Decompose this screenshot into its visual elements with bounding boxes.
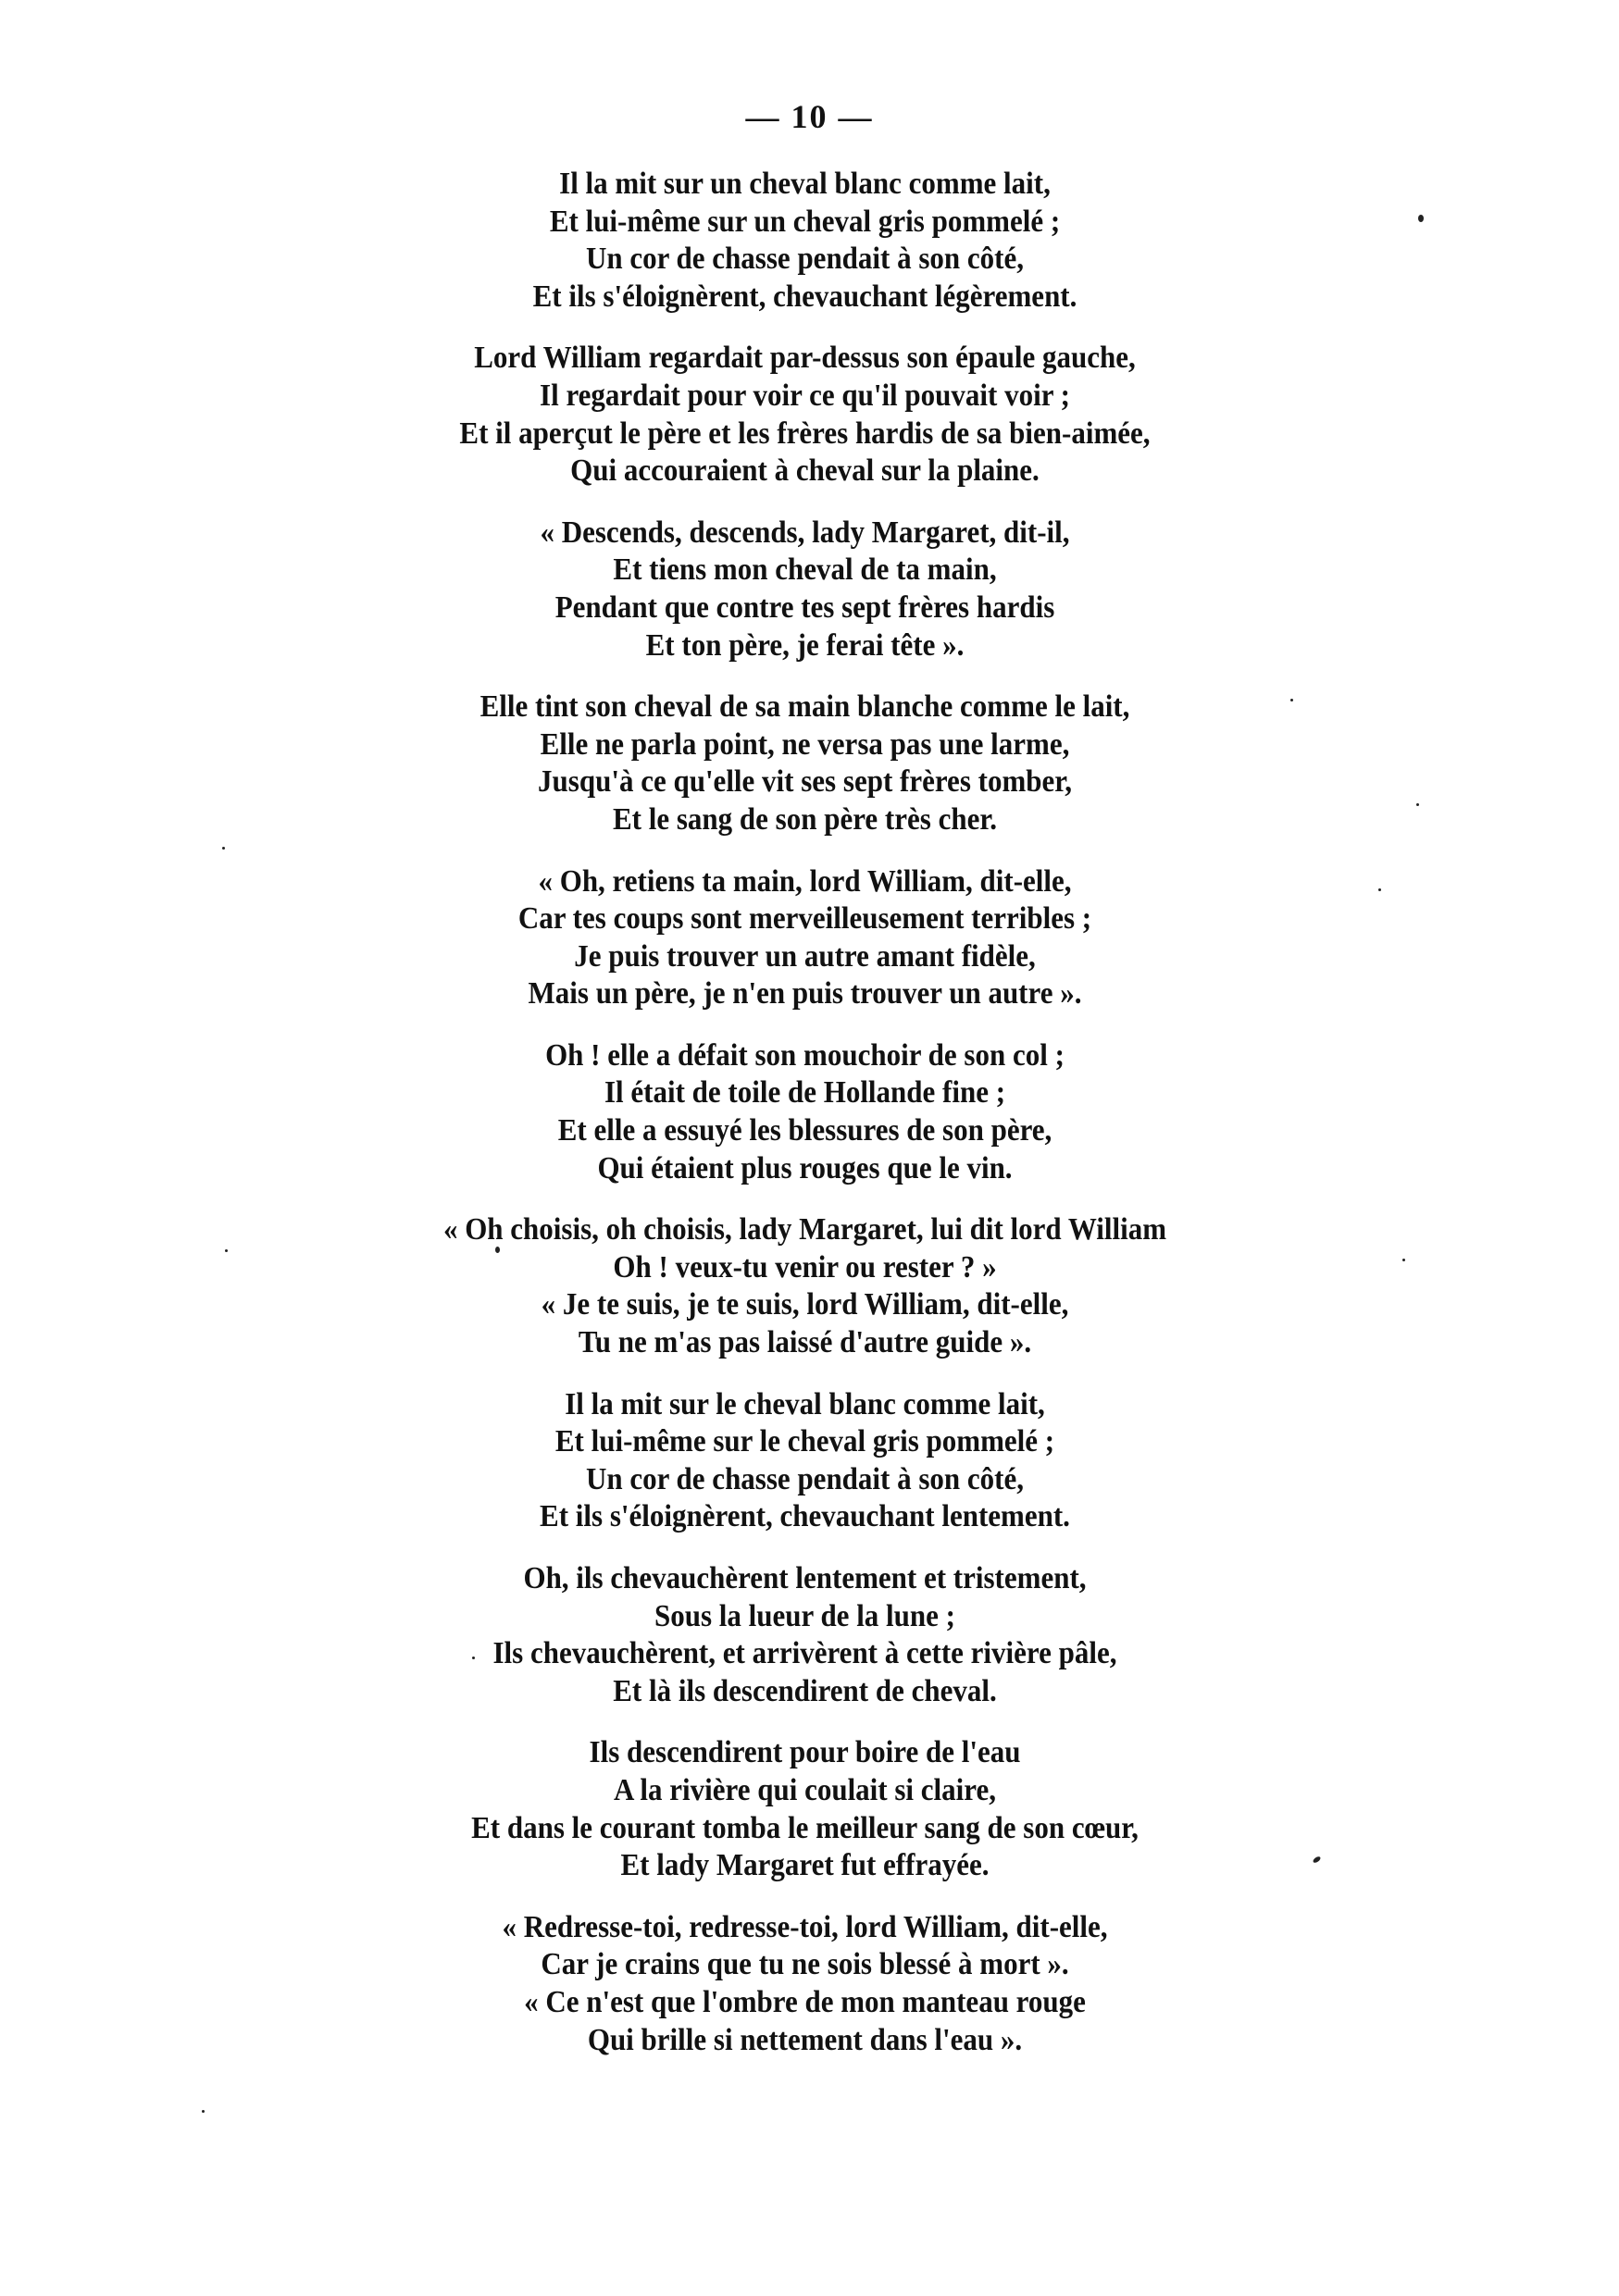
poem-line: Jusqu'à ce qu'elle vit ses sept frères tomber, [538, 763, 1072, 799]
stanza [0, 688, 1614, 838]
poem [0, 165, 1614, 2082]
margin-speck [1416, 803, 1419, 806]
margin-speck [1378, 888, 1381, 891]
stanza [0, 863, 1614, 1012]
stanza [0, 1908, 1614, 2058]
poem-line: Et tiens mon cheval de ta main, [613, 551, 997, 587]
poem-line: « Descends, descends, lady Margaret, dit-il, [540, 514, 1070, 550]
poem-line: Et dans le courant tomba le meilleur sang de son cœur, [471, 1809, 1139, 1844]
margin-speck [472, 1657, 475, 1659]
page-number: — 10 — [745, 98, 874, 135]
poem-line: Un cor de chasse pendait à son côté, [585, 1460, 1025, 1496]
poem-line: Et là ils descendirent de cheval. [613, 1672, 997, 1708]
margin-speck [222, 847, 225, 850]
poem-line: Oh, ils chevauchèrent lentement et tristement, [523, 1559, 1087, 1595]
poem-line: Et elle a essuyé les blessures de son père, [557, 1111, 1052, 1148]
poem-line: Qui accouraient à cheval sur la plaine. [570, 452, 1040, 488]
poem-line: Ils chevauchèrent, et arrivèrent à cette rivière pâle, [492, 1634, 1117, 1670]
poem-line: Je puis trouver un autre amant fidèle, [574, 937, 1036, 974]
stanza [0, 1559, 1614, 1709]
poem-line: Il regardait pour voir ce qu'il pouvait voir ; [540, 377, 1070, 413]
poem-line: Lord William regardait par-dessus son épaule gauche, [474, 339, 1136, 375]
poem-line: Qui étaient plus rouges que le vin. [597, 1149, 1013, 1185]
poem-line: Et ton père, je ferai tête ». [645, 627, 965, 662]
stanza [0, 1210, 1614, 1360]
stanza [0, 1036, 1614, 1186]
poem-line: Pendant que contre tes sept frères hardis [554, 589, 1055, 625]
poem-line: Et le sang de son père très cher. [612, 800, 998, 837]
poem-line: Elle ne parla point, ne versa pas une larme, [540, 726, 1070, 762]
margin-speck [202, 2110, 205, 2113]
poem-line: Et lui-même sur un cheval gris pommelé ; [549, 203, 1061, 238]
poem-line: Il la mit sur le cheval blanc comme lait, [565, 1385, 1045, 1421]
poem-line: Qui brille si nettement dans l'eau ». [587, 2021, 1023, 2056]
stanza [0, 514, 1614, 664]
poem-line: A la rivière qui coulait si claire, [613, 1771, 996, 1807]
poem-line: Et lady Margaret fut effrayée. [620, 1846, 990, 1882]
stanza [0, 339, 1614, 489]
poem-line: « Ce n'est que l'ombre de mon manteau rouge [524, 1983, 1086, 2019]
poem-line: Et ils s'éloignèrent, chevauchant légèrement. [532, 278, 1077, 314]
margin-speck [1402, 1259, 1405, 1261]
margin-speck [495, 1247, 500, 1253]
poem-line: « Redresse-toi, redresse-toi, lord William, dit-elle, [502, 1908, 1108, 1944]
stanza [0, 1385, 1614, 1535]
poem-line: « Je te suis, je te suis, lord William, dit-elle, [541, 1285, 1069, 1322]
poem-line: Et lui-même sur le cheval gris pommelé ; [554, 1422, 1055, 1458]
poem-line: Mais un père, je n'en puis trouver un autre ». [528, 974, 1082, 1011]
poem-line: Car je crains que tu ne sois blessé à mort ». [541, 1945, 1069, 1981]
poem-line: « Oh choisis, oh choisis, lady Margaret, lui dit lord William [442, 1210, 1167, 1247]
poem-line: Sous la lueur de la lune ; [654, 1597, 955, 1632]
margin-speck [1290, 699, 1293, 701]
poem-line: Il était de toile de Hollande fine ; [604, 1074, 1006, 1110]
poem-line: Oh ! veux-tu venir ou rester ? » [613, 1248, 997, 1285]
poem-line: Ils descendirent pour boire de l'eau [589, 1733, 1021, 1769]
stanza [0, 165, 1614, 315]
stanza [0, 1733, 1614, 1883]
margin-speck [1418, 215, 1424, 222]
poem-line: Et ils s'éloignèrent, chevauchant lentement. [540, 1497, 1070, 1533]
poem-line: Il la mit sur un cheval blanc comme lait, [559, 165, 1051, 201]
poem-line: Car tes coups sont merveilleusement terribles ; [517, 900, 1092, 936]
poem-line: Et il aperçut le père et les frères hardis de sa bien-aimée, [459, 415, 1151, 450]
poem-line: Un cor de chasse pendait à son côté, [585, 240, 1025, 276]
margin-speck [225, 1249, 228, 1252]
poem-line: Oh ! elle a défait son mouchoir de son col ; [545, 1036, 1065, 1073]
poem-line: Tu ne m'as pas laissé d'autre guide ». [578, 1323, 1032, 1359]
poem-line: « Oh, retiens ta main, lord William, dit-elle, [538, 863, 1072, 898]
poem-line: Elle tint son cheval de sa main blanche comme le lait, [479, 688, 1130, 724]
